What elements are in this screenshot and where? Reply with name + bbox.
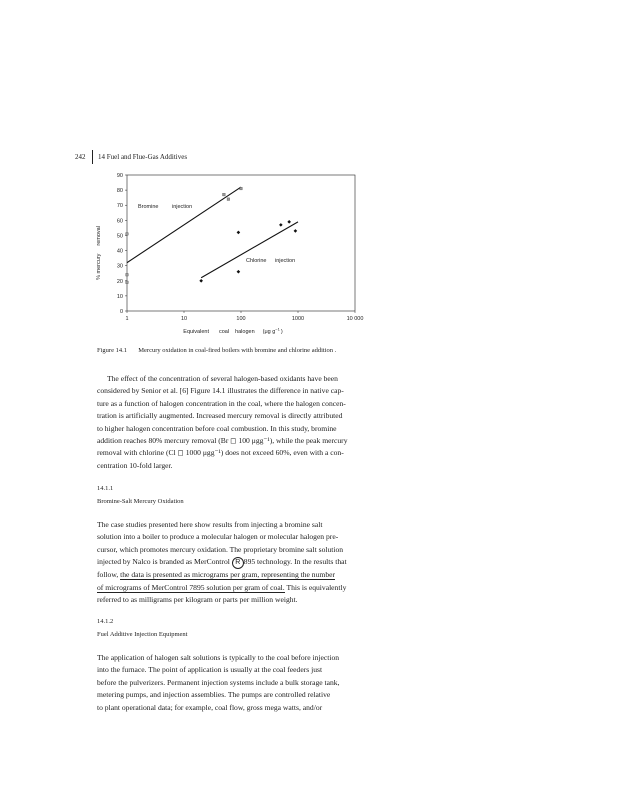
section-number: 14.1.1 — [97, 485, 114, 492]
x-label-word: halogen — [235, 329, 255, 335]
chapter-title: 14 Fuel and Flue-Gas Additives — [98, 153, 188, 161]
x-tick-label: 1000 — [291, 316, 305, 322]
paragraph-line: ture as a function of halogen concentration in the coal, where the halogen concen- — [97, 398, 346, 408]
paragraph-line: cursor, which promotes mercury oxidation. The proprietary bromine salt solution — [97, 544, 344, 554]
section-number: 14.1.2 — [97, 618, 114, 625]
data-point — [294, 229, 298, 233]
underlined-text: of micrograms of MerControl 7895 solution per gram of coal. — [97, 582, 285, 592]
y-tick-label: 70 — [116, 203, 123, 210]
x-label-unit: ) — [280, 329, 283, 335]
paragraph-line: before the pulverizers. Permanent injection systems include a bulk storage tank, — [97, 677, 340, 687]
data-point — [237, 270, 241, 274]
data-point — [227, 198, 230, 201]
line-text: follow, — [97, 570, 121, 580]
data-point — [240, 187, 243, 190]
data-point — [279, 223, 283, 227]
x-tick-label: 1 — [125, 316, 129, 322]
paragraph-line — [97, 582, 417, 594]
data-point — [126, 273, 129, 276]
data-point — [126, 233, 129, 236]
paragraph-line: centration 10-fold larger. — [97, 460, 173, 470]
y-tick-label: 20 — [116, 278, 123, 285]
trend-line — [201, 222, 298, 278]
paragraph-line: removal with chlorine (Cl ◻ 1000 μgg⁻¹) does not exceed 60%, even with a con- — [97, 448, 344, 458]
x-label-unit: (μg g — [262, 329, 276, 335]
figure-caption — [97, 346, 537, 356]
paragraph-1 — [97, 373, 417, 472]
line-text: injected by Nalco is branded as MerControl — [97, 557, 232, 567]
chart-annotation: injection — [172, 204, 193, 210]
y-tick-label: 90 — [116, 173, 123, 179]
paragraph-line: into the furnace. The point of application is usually at the coal feeders just — [97, 665, 323, 675]
registered-symbol: R — [232, 557, 244, 569]
paragraph-3 — [97, 652, 417, 714]
page-number: 242 — [75, 153, 86, 161]
y-tick-label: 10 — [116, 293, 123, 300]
y-tick-label: 60 — [116, 218, 123, 225]
paragraph-line: to plant operational data; for example, coal flow, gross mega watts, and/or — [97, 702, 323, 712]
x-tick-label: 10 — [180, 316, 188, 322]
y-tick-label: 40 — [116, 248, 123, 255]
paragraph-line: considered by Senior et al. [6] Figure 14.1 illustrates the difference in native cap- — [97, 386, 344, 396]
section-title: Bromine-Salt Mercury Oxidation — [97, 498, 184, 505]
line-text: This is equivalently — [284, 582, 347, 592]
data-point — [237, 231, 241, 235]
paragraph-line: metering pumps, and injection assemblies. The pumps are controlled relative — [97, 690, 331, 700]
x-label-exponent: −1 — [275, 326, 280, 332]
running-header — [75, 150, 545, 164]
data-point — [287, 220, 291, 224]
x-tick-label: 10 000 — [346, 316, 364, 322]
paragraph-line — [97, 556, 417, 569]
y-tick-label: 80 — [116, 188, 123, 195]
paragraph-line: solution into a boiler to produce a molecular halogen or molecular halogen pre- — [97, 532, 339, 542]
chart-annotation: Bromine — [138, 204, 159, 210]
paragraph-line: tration is artificially augmented. Increased mercury removal is directly attributed — [97, 411, 343, 421]
header-divider — [92, 150, 93, 164]
paragraph-line: The application of halogen salt solutions is typically to the coal before injection — [97, 653, 340, 662]
caption-text: Mercury oxidation in coal-fired boilers with bromine and chlorine addition . — [138, 347, 337, 354]
paragraph-line: The case studies presented here show results from injecting a bromine salt — [97, 520, 323, 529]
paragraph-line: addition reaches 80% mercury removal (Br ◻ 100 μgg⁻¹), while the peak mercury — [97, 436, 348, 446]
paragraph-line: to higher halogen concentration before coal combustion. In this study, bromine — [97, 423, 337, 433]
x-axis-label — [183, 327, 283, 336]
y-label-word: removal — [96, 226, 102, 246]
data-point — [223, 193, 226, 196]
x-label-word: Equivalent — [183, 329, 209, 335]
x-tick-label: 100 — [236, 316, 246, 322]
paragraph-line: referred to as milligrams per kilogram or parts per million weight. — [97, 595, 298, 605]
y-tick-label: 30 — [116, 263, 123, 270]
chart-annotation: injection — [275, 258, 296, 264]
data-point — [126, 281, 129, 284]
line-text: 895 technology. In the results that — [243, 557, 347, 567]
y-tick-label: 0 — [119, 309, 123, 315]
mercury-removal-chart — [80, 170, 380, 340]
paragraph-2 — [97, 519, 417, 606]
data-point — [199, 279, 203, 283]
plot-frame — [127, 175, 355, 311]
figure-chart — [80, 170, 380, 340]
y-axis-label — [96, 226, 102, 280]
chart-annotation: Chlorine — [246, 258, 267, 264]
y-tick-label: 50 — [116, 233, 123, 240]
y-label-word: % mercury — [96, 253, 102, 280]
underlined-text: the data is presented as micrograms per gram, representing the number — [120, 570, 336, 580]
caption-label: Figure 14.1 — [97, 347, 127, 354]
paragraph-line — [97, 569, 417, 581]
section-title: Fuel Additive Injection Equipment — [97, 631, 188, 638]
trend-line — [127, 187, 241, 263]
paragraph-line: The effect of the concentration of several halogen-based oxidants have been — [107, 374, 338, 383]
x-label-word: coal — [218, 329, 230, 335]
